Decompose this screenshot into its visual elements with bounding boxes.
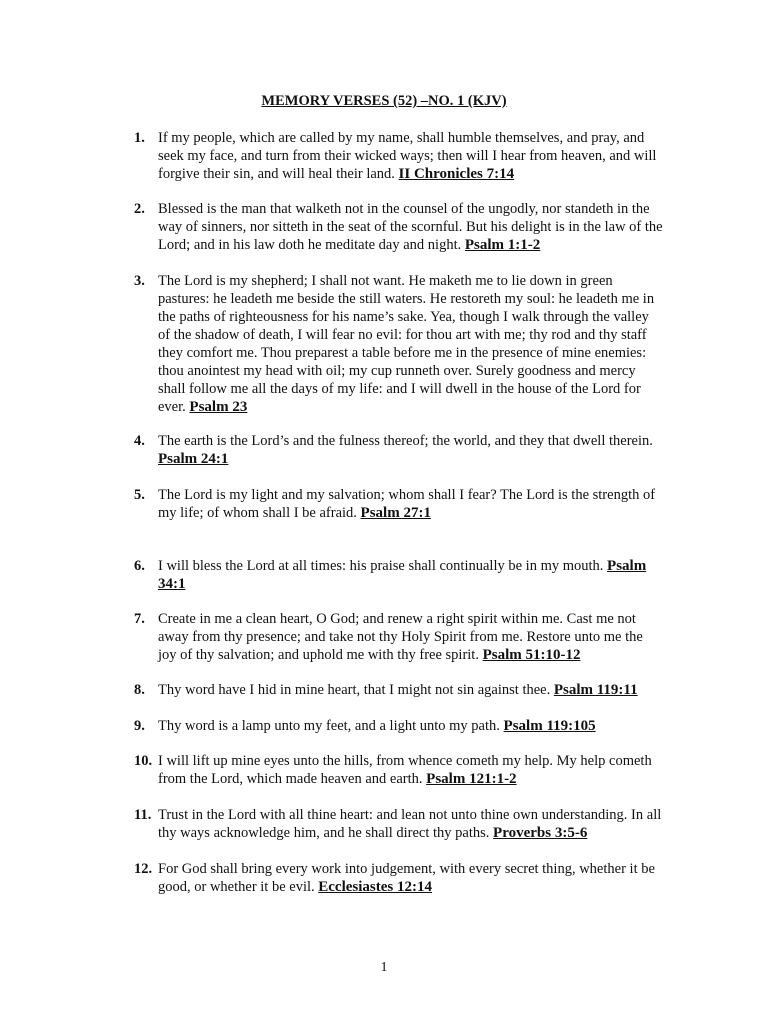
verse-text: Thy word is a lamp unto my feet, and a light unto my path.	[158, 718, 500, 734]
verse-reference: Psalm 1:1-2	[464, 237, 541, 253]
verse-reference: Psalm 119:11	[553, 682, 638, 698]
verse-reference: Proverbs 3:5-6	[493, 825, 588, 841]
verse-reference: II Chronicles 7:14	[398, 166, 515, 182]
verse-number: 8.	[134, 682, 145, 698]
verse-text-block	[158, 806, 664, 842]
verse-reference: Psalm 119:105	[503, 718, 596, 734]
verse-text-block	[158, 200, 664, 254]
verse-number: 5.	[134, 487, 145, 503]
verse-number: 9.	[134, 718, 145, 734]
verse-number: 2.	[134, 201, 145, 217]
verse-text-block	[158, 557, 664, 593]
verse-item-10	[134, 752, 664, 788]
verse-item-3	[134, 272, 664, 416]
verse-text-block	[158, 272, 664, 416]
verse-reference: Ecclesiastes 12:14	[318, 879, 432, 895]
verse-reference: Psalm 34:1	[158, 558, 647, 592]
verse-number: 10.	[134, 753, 153, 769]
verse-number: 12.	[134, 861, 153, 877]
verse-item-5	[134, 486, 664, 522]
verse-item-2	[134, 200, 664, 254]
verse-item-9	[134, 717, 664, 735]
verse-text: Blessed is the man that walketh not in the counsel of the ungodly, nor standeth in the way of sinners, nor sitteth in the seat of the scornful. But his delight is in the law of the Lord; and in his law doth he meditate day and night.	[158, 201, 663, 253]
verse-number: 1.	[134, 130, 145, 146]
verse-text: Thy word have I hid in mine heart, that I might not sin against thee.	[158, 682, 551, 698]
verse-text-block	[158, 717, 664, 735]
verse-text: The Lord is my light and my salvation; whom shall I fear? The Lord is the strength of my life; of whom shall I be afraid.	[158, 487, 656, 521]
verse-item-12	[134, 860, 664, 896]
verse-reference: Psalm 24:1	[158, 451, 229, 467]
verse-number: 3.	[134, 273, 145, 289]
verse-item-8	[134, 681, 664, 699]
verse-text-block	[158, 486, 664, 522]
verse-text-block	[158, 129, 664, 183]
verse-item-6	[134, 557, 664, 593]
verse-number: 11.	[134, 807, 152, 823]
verse-text-block	[158, 681, 664, 699]
verse-item-4	[134, 432, 664, 468]
page-number: 1	[380, 960, 388, 975]
verse-item-11	[134, 806, 664, 842]
document-title	[0, 92, 768, 110]
verse-text-block	[158, 432, 664, 468]
document-title-text: MEMORY VERSES (52) –NO. 1 (KJV)	[261, 93, 507, 109]
verse-text-block	[158, 610, 664, 664]
verse-text: The earth is the Lord’s and the fulness thereof; the world, and they that dwell therein.	[158, 433, 653, 449]
verse-item-7	[134, 610, 664, 664]
verse-text: The Lord is my shepherd; I shall not want. He maketh me to lie down in green pastures: he leadeth me beside the still waters. He restoreth my soul: he leadeth me in the paths of righteousness for his name’s sake. Yea, though I walk through the valley of the shadow of death, I will fear no evil: for thou art with me; thy rod and thy staff they comfort me. Thou preparest a table before me in the presence of mine enemies: thou anointest my head with oil; my cup runneth over. Surely goodness and mercy shall follow me all the days of my life: and I will dwell in the house of the Lord for ever.	[158, 273, 655, 415]
verse-reference: Psalm 121:1-2	[426, 771, 517, 787]
verse-number: 4.	[134, 433, 145, 449]
verse-text: For God shall bring every work into judgement, with every secret thing, whether it be good, or whether it be evil.	[158, 861, 655, 895]
verse-number: 7.	[134, 611, 145, 627]
verse-reference: Psalm 51:10-12	[482, 647, 581, 663]
verse-text-block	[158, 860, 664, 896]
verse-text: If my people, which are called by my name, shall humble themselves, and pray, and seek my face, and turn from their wicked ways; then will I hear from heaven, and will forgive their sin, and will heal their land.	[158, 130, 657, 182]
verse-reference: Psalm 27:1	[360, 505, 431, 521]
verse-text: Trust in the Lord with all thine heart: and lean not unto thine own understanding. In all thy ways acknowledge him, and he shall direct thy paths.	[158, 807, 662, 841]
verse-text: Create in me a clean heart, O God; and renew a right spirit within me. Cast me not away from thy presence; and take not thy Holy Spirit from me. Restore unto me the joy of thy salvation; and uphold me with thy free spirit.	[158, 611, 643, 663]
verse-text: I will bless the Lord at all times: his praise shall continually be in my mouth.	[158, 558, 604, 574]
verse-number: 6.	[134, 558, 145, 574]
verse-text-block	[158, 752, 664, 788]
verse-item-1	[134, 129, 664, 183]
verse-reference: Psalm 23	[189, 399, 248, 415]
verse-text: I will lift up mine eyes unto the hills, from whence cometh my help. My help cometh from the Lord, which made heaven and earth.	[158, 753, 652, 787]
